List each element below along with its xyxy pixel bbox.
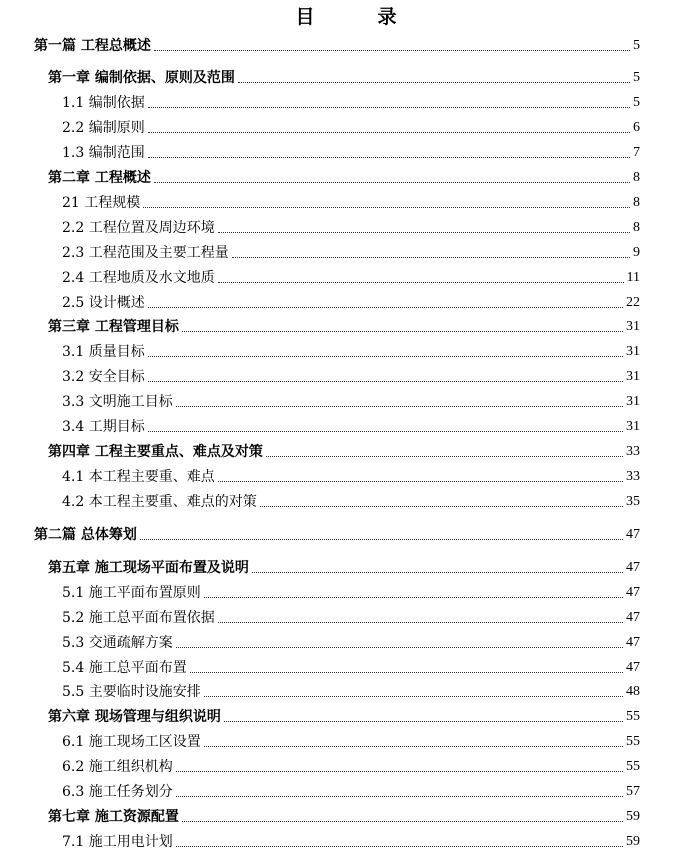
toc-entry-title: 3.1 质量目标	[62, 344, 145, 360]
toc-entry-title: 5.4 施工总平面布置	[62, 660, 187, 676]
toc-entry-title: 第三章 工程管理目标	[48, 319, 179, 335]
toc-entry-page-number: 47	[626, 527, 640, 542]
toc-entry-page-number: 47	[626, 560, 640, 575]
toc-entry[interactable]	[62, 268, 640, 286]
toc-entry[interactable]	[62, 218, 640, 236]
toc-entry[interactable]	[62, 608, 640, 626]
toc-entry[interactable]	[62, 342, 640, 360]
dot-leader	[176, 406, 623, 407]
toc-entry-title: 3.3 文明施工目标	[62, 394, 173, 410]
dot-leader	[190, 672, 623, 673]
dot-leader	[176, 771, 623, 772]
dot-leader	[182, 821, 623, 822]
toc-entry[interactable]	[62, 118, 640, 136]
toc-entry-page-number: 31	[626, 344, 640, 359]
toc-entry-title: 2.2 编制原则	[62, 120, 145, 136]
toc-entry-page-number: 22	[626, 295, 640, 310]
toc-entry-page-number: 9	[633, 245, 640, 260]
toc-entry[interactable]	[62, 583, 640, 601]
toc-entry[interactable]	[62, 417, 640, 435]
toc-entry[interactable]	[62, 658, 640, 676]
toc-entry-title: 3.2 安全目标	[62, 369, 145, 385]
dot-leader	[218, 481, 623, 482]
toc-entry[interactable]	[48, 442, 640, 460]
toc-entry[interactable]	[62, 732, 640, 750]
toc-entry[interactable]	[48, 558, 640, 576]
dot-leader	[232, 257, 630, 258]
toc-entry-page-number: 59	[626, 809, 640, 824]
toc-entry-page-number: 31	[626, 319, 640, 334]
dot-leader	[252, 572, 623, 573]
toc-entry-title: 第一篇 工程总概述	[34, 38, 151, 54]
dot-leader	[204, 746, 623, 747]
toc-entry[interactable]	[62, 682, 640, 700]
dot-leader	[154, 182, 630, 183]
dot-leader	[154, 50, 630, 51]
dot-leader	[204, 696, 623, 697]
dot-leader	[182, 331, 623, 332]
dot-leader	[218, 622, 623, 623]
toc-entry-title: 4.1 本工程主要重、难点	[62, 469, 215, 485]
toc-entry-title: 1.3 编制范围	[62, 145, 145, 161]
toc-entry-title: 2.3 工程范围及主要工程量	[62, 245, 229, 261]
dot-leader	[176, 846, 623, 847]
dot-leader	[176, 796, 623, 797]
toc-entry-title: 5.3 交通疏解方案	[62, 635, 173, 651]
toc-entry-title: 21 工程规模	[62, 195, 141, 211]
toc-entry-page-number: 8	[633, 170, 640, 185]
toc-entry[interactable]	[34, 36, 640, 54]
dot-leader	[148, 381, 623, 382]
toc-entry[interactable]	[62, 93, 640, 111]
dot-leader	[238, 82, 630, 83]
toc-entry[interactable]	[62, 633, 640, 651]
toc-entry-title: 2.5 设计概述	[62, 295, 145, 311]
toc-entry-page-number: 31	[626, 369, 640, 384]
toc-entry[interactable]	[62, 832, 640, 850]
toc-entry[interactable]	[62, 392, 640, 410]
dot-leader	[148, 431, 623, 432]
toc-entry-page-number: 8	[633, 220, 640, 235]
toc-entry-title: 5.2 施工总平面布置依据	[62, 610, 215, 626]
toc-entry[interactable]	[48, 317, 640, 335]
toc-entry-title: 第二章 工程概述	[48, 170, 151, 186]
toc-entry-title: 第六章 现场管理与组织说明	[48, 709, 221, 725]
toc-entry-title: 5.1 施工平面布置原则	[62, 585, 201, 601]
dot-leader	[224, 721, 623, 722]
dot-leader	[218, 282, 624, 283]
toc-entry-title: 6.1 施工现场工区设置	[62, 734, 201, 750]
toc-entry[interactable]	[48, 68, 640, 86]
toc-entry-title: 第四章 工程主要重点、难点及对策	[48, 444, 263, 460]
toc-entry-title: 2.4 工程地质及水文地质	[62, 270, 215, 286]
toc-entry[interactable]	[34, 525, 640, 543]
dot-leader	[140, 539, 623, 540]
toc-entry-title: 6.3 施工任务划分	[62, 784, 173, 800]
toc-entry-title: 4.2 本工程主要重、难点的对策	[62, 494, 257, 510]
toc-entry[interactable]	[62, 293, 640, 311]
toc-entry-title: 5.5 主要临时设施安排	[62, 684, 201, 700]
toc-entry-page-number: 55	[626, 709, 640, 724]
toc-entry-page-number: 35	[626, 494, 640, 509]
toc-entry-page-number: 47	[626, 635, 640, 650]
toc-entry-title: 6.2 施工组织机构	[62, 759, 173, 775]
toc-entry-page-number: 33	[626, 469, 640, 484]
page-title: 目 录	[295, 6, 419, 28]
toc-entry[interactable]	[62, 193, 640, 211]
toc-entry-title: 第一章 编制依据、原则及范围	[48, 70, 235, 86]
toc-entry-title: 2.2 工程位置及周边环境	[62, 220, 215, 236]
toc-entry-page-number: 31	[626, 419, 640, 434]
toc-entry-page-number: 33	[626, 444, 640, 459]
dot-leader	[148, 356, 623, 357]
toc-entry-page-number: 7	[633, 145, 640, 160]
toc-entry-page-number: 5	[633, 38, 640, 53]
dot-leader	[204, 597, 623, 598]
toc-entry[interactable]	[62, 143, 640, 161]
toc-entry-page-number: 59	[626, 834, 640, 849]
dot-leader	[143, 207, 630, 208]
toc-entry[interactable]	[48, 707, 640, 725]
toc-entry[interactable]	[62, 467, 640, 485]
toc-entry-page-number: 31	[626, 394, 640, 409]
toc-entry-page-number: 5	[633, 70, 640, 85]
toc-entry-page-number: 47	[626, 585, 640, 600]
dot-leader	[218, 232, 630, 233]
toc-entry-page-number: 6	[633, 120, 640, 135]
toc-entry-title: 第七章 施工资源配置	[48, 809, 179, 825]
toc-entry[interactable]	[62, 243, 640, 261]
toc-entry-page-number: 55	[626, 759, 640, 774]
dot-leader	[148, 107, 630, 108]
toc-entry[interactable]	[62, 367, 640, 385]
toc-entry-page-number: 47	[626, 610, 640, 625]
toc-entry-page-number: 47	[626, 660, 640, 675]
toc-entry-title: 7.1 施工用电计划	[62, 834, 173, 850]
dot-leader	[148, 307, 623, 308]
toc-entry-title: 1.1 编制依据	[62, 95, 145, 111]
toc-entry-title: 第二篇 总体筹划	[34, 527, 137, 543]
toc-entry-page-number: 11	[626, 270, 640, 285]
dot-leader	[148, 132, 630, 133]
dot-leader	[176, 647, 623, 648]
dot-leader	[148, 157, 630, 158]
toc-entry[interactable]	[48, 168, 640, 186]
toc-entry[interactable]	[62, 757, 640, 775]
toc-entry-title: 第五章 施工现场平面布置及说明	[48, 560, 249, 576]
toc-entry-page-number: 55	[626, 734, 640, 749]
dot-leader	[260, 506, 623, 507]
toc-entry-page-number: 8	[633, 195, 640, 210]
toc-entry[interactable]	[62, 492, 640, 510]
toc-entry[interactable]	[48, 807, 640, 825]
toc-entry[interactable]	[62, 782, 640, 800]
dot-leader	[266, 456, 623, 457]
toc-entry-title: 3.4 工期目标	[62, 419, 145, 435]
toc-entry-page-number: 5	[633, 95, 640, 110]
toc-entry-page-number: 57	[626, 784, 640, 799]
toc-entry-page-number: 48	[626, 684, 640, 699]
